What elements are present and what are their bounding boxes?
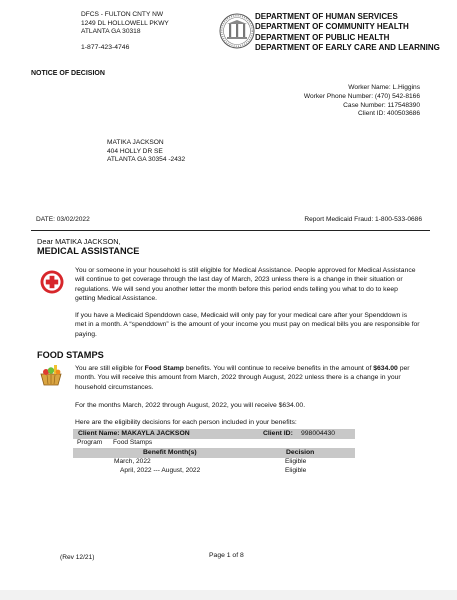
- food-stamp-emphasis: Food Stamp: [144, 365, 184, 372]
- medical-cross-icon: [40, 270, 64, 294]
- medical-paragraph-1: You or someone in your household is still eligible for Medical Assistance. People approved for Medical Assistance will continue to get coverage through the last day of March, 2023 unless there is a change in their situation or regulations. We will send you another letter the month before this period ends telling you what to do to keep getting Medical Assistance.: [75, 267, 416, 302]
- office-address: [81, 11, 169, 37]
- department-1: DEPARTMENT OF HUMAN SERVICES: [255, 12, 398, 21]
- recipient-street: 404 HOLLY DR SE: [107, 147, 163, 155]
- office-line-2: 1249 DL HOLLOWELL PKWY: [81, 19, 169, 27]
- recipient-name: MATIKA JACKSON: [107, 139, 164, 146]
- column-decision: Decision: [286, 449, 315, 456]
- decision: Eligible: [285, 458, 307, 465]
- office-line-1: DFCS - FULTON CNTY NW: [81, 11, 164, 18]
- food-paragraph-2: For the months March, 2022 through August, 2022, you will receive $634.00.: [75, 402, 306, 409]
- table-column-header: [73, 448, 355, 458]
- table-row: [73, 467, 355, 476]
- medical-heading: MEDICAL ASSISTANCE: [37, 246, 140, 256]
- eligibility-table: [73, 429, 355, 476]
- program-value: Food Stamps: [113, 439, 153, 446]
- benefit-amount: $634.00: [373, 365, 398, 372]
- client-id: Client ID: 400503686: [358, 110, 420, 118]
- revision-label: (Rev 12/21): [60, 554, 95, 561]
- state-seal-icon: [219, 13, 255, 49]
- client-id-value: 998004430: [301, 430, 336, 437]
- table-program-row: [73, 439, 355, 448]
- client-name-label: Client Name: MAKAYLA JACKSON: [78, 430, 190, 437]
- worker-name: Worker Name: L.Higgins: [348, 84, 420, 91]
- fraud-hotline: Report Medicaid Fraud: 1-800-533-0686: [304, 216, 422, 223]
- notice-title: NOTICE OF DECISION: [31, 70, 105, 77]
- food-paragraph-1: [75, 364, 420, 392]
- grocery-basket-icon: [38, 363, 64, 387]
- table-client-header: [73, 429, 355, 439]
- program-label: Program: [77, 439, 103, 446]
- worker-phone: Worker Phone Number: (470) 542-8166: [303, 92, 420, 100]
- food-paragraph-1a: You are still eligible for: [75, 365, 145, 372]
- greeting: Dear MATIKA JACKSON,: [37, 237, 121, 246]
- department-list: [255, 12, 440, 53]
- food-heading: FOOD STAMPS: [37, 350, 104, 360]
- department-3: DEPARTMENT OF PUBLIC HEALTH: [255, 32, 390, 42]
- food-paragraph-3: Here are the eligibility decisions for each person included in your benefits:: [75, 419, 297, 426]
- office-phone: 1-877-423-4746: [81, 44, 130, 51]
- food-paragraph-1c: benefits. You will continue to receive benefits in the amount of: [183, 365, 374, 372]
- divider: [31, 230, 430, 231]
- column-benefit-months: Benefit Month(s): [143, 449, 197, 456]
- office-line-3: ATLANTA GA 30318: [81, 28, 141, 36]
- case-number: Case Number: 117548390: [343, 101, 420, 109]
- table-row: [73, 458, 355, 467]
- department-2: DEPARTMENT OF COMMUNITY HEALTH: [255, 22, 409, 32]
- recipient-address: [107, 139, 185, 165]
- worker-info: [304, 84, 420, 119]
- medical-paragraph-2: If you have a Medicaid Spenddown case, Medicaid will only pay for your medical care after your Spenddown is met in a month. A “spenddown” is the amount of your income you must pay on medical bills you are responsible for paying.: [75, 312, 420, 338]
- notice-date: DATE: 03/02/2022: [36, 216, 90, 223]
- page-number: Page 1 of 8: [209, 552, 244, 559]
- department-4: DEPARTMENT OF EARLY CARE AND LEARNING: [255, 42, 440, 52]
- decision: Eligible: [285, 467, 307, 474]
- benefit-month: March, 2022: [114, 458, 151, 465]
- client-id-label: Client ID:: [263, 430, 293, 437]
- food-paragraph-1e: per month. You will receive this amount from March, 2022 through August, 2022 unless there is a change in your household circumstances.: [75, 365, 410, 391]
- recipient-city: ATLANTA GA 30354 -2432: [107, 156, 186, 164]
- benefit-month: April, 2022 --- August, 2022: [120, 467, 201, 474]
